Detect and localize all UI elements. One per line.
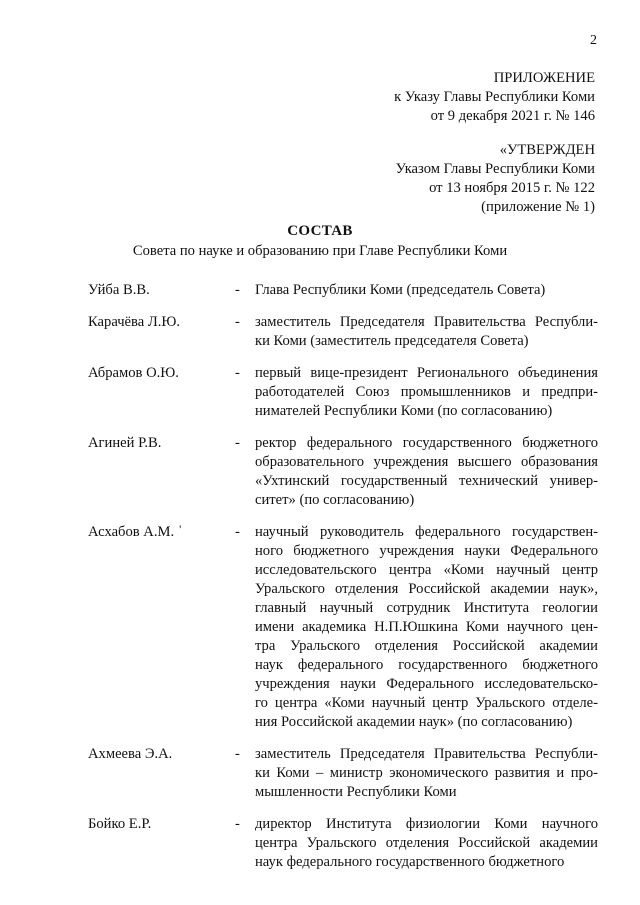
handwritten-mark: ' <box>179 522 182 536</box>
member-role-line: Глава Республики Коми (председатель Совета) <box>255 282 546 298</box>
page-number: 2 <box>590 33 597 48</box>
member-dash: - <box>235 435 240 451</box>
member-role-line: наук федерального государственного бюджетного <box>255 854 565 870</box>
member-name-text: Агиней Р.В. <box>88 435 162 451</box>
member-role-line: главный научный сотрудник Института геологии <box>255 600 598 616</box>
member-row <box>88 434 598 510</box>
member-role-line: ки Коми (заместитель председателя Совета) <box>255 333 529 349</box>
member-row <box>88 313 598 351</box>
member-role-line: исследовательского центра «Коми научный центр <box>255 562 598 578</box>
member-role <box>255 815 598 872</box>
member-name <box>88 313 180 332</box>
member-role-line: научный руководитель федерального государствен- <box>255 524 598 540</box>
approval-block <box>396 141 595 217</box>
member-role-line: наук федерального государственного бюджетного <box>255 657 598 673</box>
member-role-line: Уральского отделения Российской академии наук», <box>255 581 598 597</box>
member-dash: - <box>235 746 240 762</box>
member-role-line: го центра «Коми научный центр Уральского отделе- <box>255 695 598 711</box>
member-row <box>88 523 598 732</box>
approval-title: «УТВЕРЖДЕН <box>499 142 595 158</box>
member-role-line: мышленности Республики Коми <box>255 784 457 800</box>
document-subtitle: Совета по науке и образованию при Главе Республики Коми <box>132 243 508 259</box>
member-role <box>255 281 598 300</box>
member-dash: - <box>235 524 240 540</box>
member-role <box>255 434 598 510</box>
member-role-line: нимателей Республики Коми (по согласованию) <box>255 403 553 419</box>
member-role-line: ния Российской академии наук» (по согласованию) <box>255 714 573 730</box>
member-row <box>88 745 598 802</box>
member-role-line: заместитель Председателя Правительства Республи- <box>255 314 598 330</box>
member-role-line: тра Уральского отделения Российской академии <box>255 638 598 654</box>
approval-reference: Указом Главы Республики Коми <box>395 161 595 177</box>
member-row <box>88 281 598 300</box>
appendix-title: ПРИЛОЖЕНИЕ <box>493 70 595 86</box>
member-role-line: «Ухтинский государственный технический универ- <box>255 473 598 489</box>
member-role-line: образовательного учреждения высшего образования <box>255 454 598 470</box>
member-row <box>88 364 598 421</box>
member-row <box>88 815 598 872</box>
member-dash: - <box>235 314 240 330</box>
document-title: СОСТАВ <box>287 223 353 239</box>
member-name <box>88 281 150 300</box>
appendix-reference: к Указу Главы Республики Коми <box>394 89 595 105</box>
member-role-line: первый вице-президент Регионального объединения <box>255 365 598 381</box>
appendix-block <box>394 69 595 126</box>
member-name-text: Бойко Е.Р. <box>88 816 152 832</box>
members-list <box>88 281 598 885</box>
member-name <box>88 745 172 764</box>
member-role-line: ного бюджетного учреждения науки Федерального <box>255 543 598 559</box>
member-role-line: ректор федерального государственного бюджетного <box>255 435 598 451</box>
member-role <box>255 745 598 802</box>
member-name-text: Уйба В.В. <box>88 282 150 298</box>
member-name <box>88 523 181 542</box>
member-name-text: Карачёва Л.Ю. <box>88 314 181 330</box>
member-role-line: ки Коми – министр экономического развития и про- <box>255 765 598 781</box>
member-role-line: директор Института физиологии Коми научного <box>255 816 598 832</box>
member-role-line: учреждения науки Федерального исследовательско- <box>255 676 598 692</box>
member-role <box>255 364 598 421</box>
member-role-line: работодателей Союз промышленников и предпри- <box>255 384 598 400</box>
member-role-line: заместитель Председателя Правительства Республи- <box>255 746 598 762</box>
member-role <box>255 313 598 351</box>
member-role-line: имени академика Н.П.Юшкина Коми научного цен- <box>255 619 598 635</box>
member-name-text: Асхабов А.М. <box>88 524 175 540</box>
member-name <box>88 434 161 453</box>
member-name-text: Ахмеева Э.А. <box>88 746 173 762</box>
member-dash: - <box>235 282 240 298</box>
member-role <box>255 523 598 732</box>
member-role-line: ситет» (по согласованию) <box>255 492 415 508</box>
member-name-text: Абрамов О.Ю. <box>88 365 179 381</box>
member-dash: - <box>235 816 240 832</box>
member-dash: - <box>235 365 240 381</box>
member-role-line: центра Уральского отделения Российской академии <box>255 835 598 851</box>
member-name <box>88 815 151 834</box>
approval-date: от 13 ноября 2015 г. № 122 <box>429 180 595 196</box>
appendix-date: от 9 декабря 2021 г. № 146 <box>430 108 595 124</box>
approval-appendix-note: (приложение № 1) <box>481 199 595 215</box>
member-name <box>88 364 179 383</box>
